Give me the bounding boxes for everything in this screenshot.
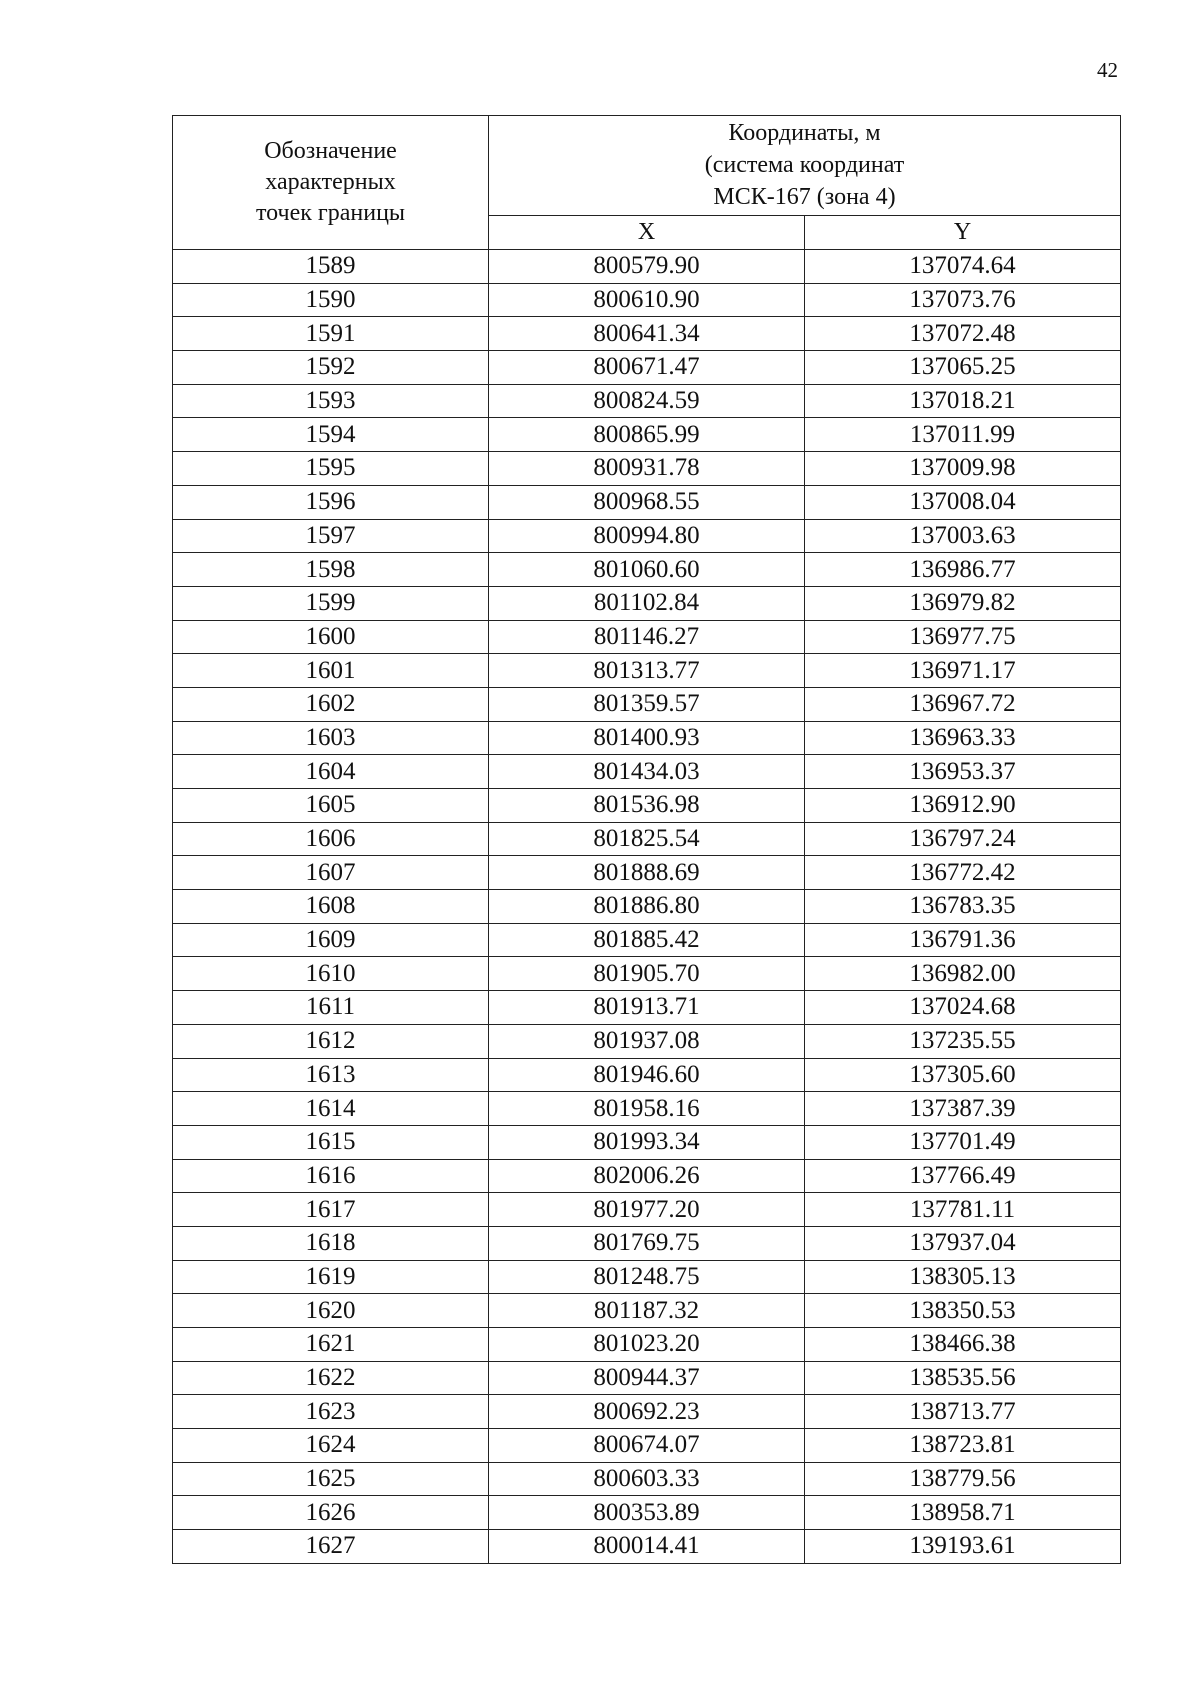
table-row (173, 1193, 1121, 1227)
point-cell: 1599 (173, 586, 489, 620)
y-cell: 136953.37 (805, 755, 1121, 789)
table-row (173, 890, 1121, 924)
point-cell: 1607 (173, 856, 489, 890)
page-number: 42 (1097, 58, 1118, 82)
table-row (173, 384, 1121, 418)
x-cell: 801313.77 (489, 654, 805, 688)
point-cell: 1603 (173, 721, 489, 755)
x-cell: 801023.20 (489, 1328, 805, 1362)
table-row (173, 991, 1121, 1025)
y-cell: 138535.56 (805, 1361, 1121, 1395)
x-cell: 801825.54 (489, 822, 805, 856)
x-cell: 801060.60 (489, 553, 805, 587)
table-row (173, 957, 1121, 991)
point-cell: 1597 (173, 519, 489, 553)
point-cell: 1604 (173, 755, 489, 789)
point-cell: 1605 (173, 789, 489, 823)
table-row (173, 856, 1121, 890)
point-cell: 1622 (173, 1361, 489, 1395)
table-row (173, 1226, 1121, 1260)
x-cell: 802006.26 (489, 1159, 805, 1193)
table-row (173, 1328, 1121, 1362)
point-cell: 1608 (173, 890, 489, 924)
table-row (173, 250, 1121, 284)
x-cell: 801993.34 (489, 1125, 805, 1159)
point-cell: 1610 (173, 957, 489, 991)
x-cell: 800931.78 (489, 452, 805, 486)
header-coordinates: Координаты, м (система координат МСК-167 (зона 4) (489, 116, 1121, 216)
y-cell: 136971.17 (805, 654, 1121, 688)
y-cell: 136791.36 (805, 923, 1121, 957)
point-cell: 1611 (173, 991, 489, 1025)
point-cell: 1593 (173, 384, 489, 418)
point-cell: 1589 (173, 250, 489, 284)
point-cell: 1625 (173, 1462, 489, 1496)
y-cell: 136912.90 (805, 789, 1121, 823)
table-row (173, 1530, 1121, 1564)
x-cell: 800994.80 (489, 519, 805, 553)
y-cell: 137003.63 (805, 519, 1121, 553)
x-cell: 800353.89 (489, 1496, 805, 1530)
y-cell: 136986.77 (805, 553, 1121, 587)
y-cell: 138958.71 (805, 1496, 1121, 1530)
x-cell: 800944.37 (489, 1361, 805, 1395)
y-cell: 136977.75 (805, 620, 1121, 654)
y-cell: 137011.99 (805, 418, 1121, 452)
point-cell: 1614 (173, 1092, 489, 1126)
header-point-designation: Обозначение характерных точек границы (173, 116, 489, 250)
table-row (173, 822, 1121, 856)
y-cell: 136979.82 (805, 586, 1121, 620)
point-cell: 1613 (173, 1058, 489, 1092)
x-cell: 801248.75 (489, 1260, 805, 1294)
point-cell: 1606 (173, 822, 489, 856)
table-row (173, 1294, 1121, 1328)
table-row (173, 1395, 1121, 1429)
x-cell: 801434.03 (489, 755, 805, 789)
y-cell: 137305.60 (805, 1058, 1121, 1092)
y-cell: 136982.00 (805, 957, 1121, 991)
x-cell: 800692.23 (489, 1395, 805, 1429)
table-row (173, 519, 1121, 553)
point-cell: 1620 (173, 1294, 489, 1328)
point-cell: 1594 (173, 418, 489, 452)
x-cell: 801359.57 (489, 687, 805, 721)
y-cell: 136967.72 (805, 687, 1121, 721)
y-cell: 137009.98 (805, 452, 1121, 486)
y-cell: 137235.55 (805, 1024, 1121, 1058)
point-cell: 1616 (173, 1159, 489, 1193)
table-row (173, 1429, 1121, 1463)
point-cell: 1600 (173, 620, 489, 654)
coordinates-table (172, 115, 1121, 1564)
y-cell: 137074.64 (805, 250, 1121, 284)
x-cell: 800014.41 (489, 1530, 805, 1564)
header-x: X (489, 215, 805, 249)
table-row (173, 1361, 1121, 1395)
x-cell: 800968.55 (489, 485, 805, 519)
point-cell: 1619 (173, 1260, 489, 1294)
y-cell: 137701.49 (805, 1125, 1121, 1159)
point-cell: 1627 (173, 1530, 489, 1564)
point-cell: 1618 (173, 1226, 489, 1260)
x-cell: 800671.47 (489, 351, 805, 385)
x-cell: 801913.71 (489, 991, 805, 1025)
table-row (173, 721, 1121, 755)
table-row (173, 351, 1121, 385)
table-row (173, 1092, 1121, 1126)
x-cell: 800865.99 (489, 418, 805, 452)
table-header (173, 116, 1121, 250)
point-cell: 1598 (173, 553, 489, 587)
table-body (173, 250, 1121, 1564)
table-row (173, 553, 1121, 587)
x-cell: 801102.84 (489, 586, 805, 620)
table-row (173, 485, 1121, 519)
point-cell: 1626 (173, 1496, 489, 1530)
x-cell: 801885.42 (489, 923, 805, 957)
point-cell: 1591 (173, 317, 489, 351)
x-cell: 800674.07 (489, 1429, 805, 1463)
table-row (173, 923, 1121, 957)
y-cell: 137387.39 (805, 1092, 1121, 1126)
table-row (173, 789, 1121, 823)
table-row (173, 586, 1121, 620)
table-row (173, 1125, 1121, 1159)
x-cell: 801146.27 (489, 620, 805, 654)
point-cell: 1590 (173, 283, 489, 317)
y-cell: 138779.56 (805, 1462, 1121, 1496)
y-cell: 136963.33 (805, 721, 1121, 755)
x-cell: 801888.69 (489, 856, 805, 890)
y-cell: 136783.35 (805, 890, 1121, 924)
x-cell: 801946.60 (489, 1058, 805, 1092)
table-row (173, 283, 1121, 317)
y-cell: 137937.04 (805, 1226, 1121, 1260)
x-cell: 800603.33 (489, 1462, 805, 1496)
x-cell: 800610.90 (489, 283, 805, 317)
y-cell: 138305.13 (805, 1260, 1121, 1294)
point-cell: 1602 (173, 687, 489, 721)
header-y: Y (805, 215, 1121, 249)
point-cell: 1624 (173, 1429, 489, 1463)
y-cell: 137008.04 (805, 485, 1121, 519)
point-cell: 1601 (173, 654, 489, 688)
table-row (173, 755, 1121, 789)
y-cell: 137766.49 (805, 1159, 1121, 1193)
point-cell: 1595 (173, 452, 489, 486)
table-row (173, 317, 1121, 351)
x-cell: 801769.75 (489, 1226, 805, 1260)
point-cell: 1617 (173, 1193, 489, 1227)
y-cell: 136797.24 (805, 822, 1121, 856)
table-row (173, 620, 1121, 654)
point-cell: 1612 (173, 1024, 489, 1058)
y-cell: 137781.11 (805, 1193, 1121, 1227)
table-row (173, 418, 1121, 452)
x-cell: 800824.59 (489, 384, 805, 418)
y-cell: 137018.21 (805, 384, 1121, 418)
x-cell: 800579.90 (489, 250, 805, 284)
table-row (173, 452, 1121, 486)
table-row (173, 687, 1121, 721)
y-cell: 138466.38 (805, 1328, 1121, 1362)
y-cell: 138723.81 (805, 1429, 1121, 1463)
x-cell: 801937.08 (489, 1024, 805, 1058)
y-cell: 137065.25 (805, 351, 1121, 385)
x-cell: 801400.93 (489, 721, 805, 755)
point-cell: 1623 (173, 1395, 489, 1429)
point-cell: 1615 (173, 1125, 489, 1159)
table-row (173, 1024, 1121, 1058)
table-row (173, 654, 1121, 688)
point-cell: 1609 (173, 923, 489, 957)
x-cell: 800641.34 (489, 317, 805, 351)
y-cell: 137072.48 (805, 317, 1121, 351)
table-row (173, 1496, 1121, 1530)
x-cell: 801187.32 (489, 1294, 805, 1328)
point-cell: 1621 (173, 1328, 489, 1362)
y-cell: 138350.53 (805, 1294, 1121, 1328)
y-cell: 137073.76 (805, 283, 1121, 317)
x-cell: 801958.16 (489, 1092, 805, 1126)
point-cell: 1596 (173, 485, 489, 519)
x-cell: 801536.98 (489, 789, 805, 823)
y-cell: 137024.68 (805, 991, 1121, 1025)
table-row (173, 1260, 1121, 1294)
table-row (173, 1462, 1121, 1496)
y-cell: 136772.42 (805, 856, 1121, 890)
x-cell: 801905.70 (489, 957, 805, 991)
table-row (173, 1058, 1121, 1092)
x-cell: 801977.20 (489, 1193, 805, 1227)
y-cell: 139193.61 (805, 1530, 1121, 1564)
point-cell: 1592 (173, 351, 489, 385)
table-row (173, 1159, 1121, 1193)
y-cell: 138713.77 (805, 1395, 1121, 1429)
x-cell: 801886.80 (489, 890, 805, 924)
